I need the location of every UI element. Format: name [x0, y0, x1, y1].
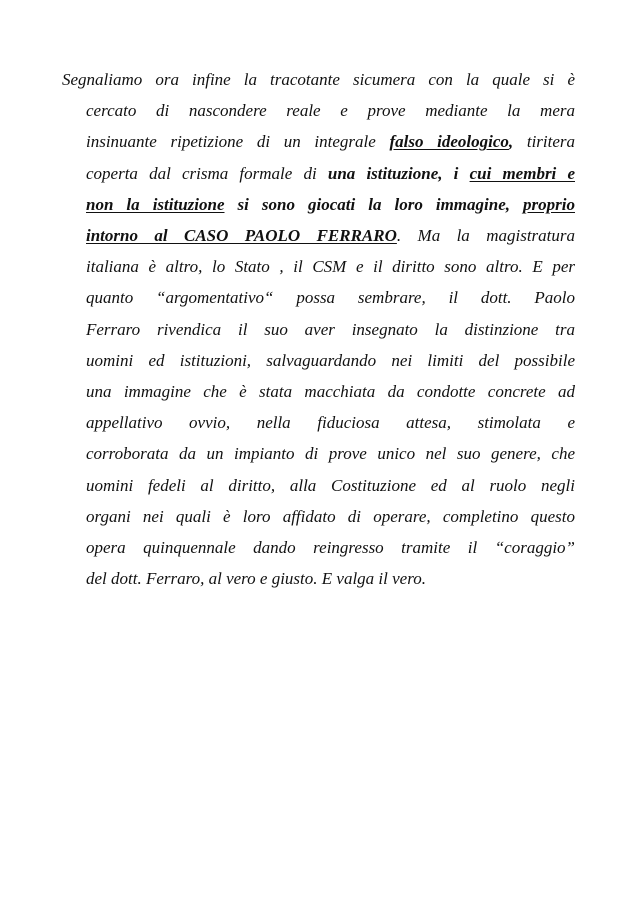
text-run: opera quinquennale dando reingresso tramite il “coraggio”	[86, 538, 575, 557]
text-run: coperta dal crisma formale di	[86, 163, 328, 183]
text-line	[86, 382, 575, 402]
text-run: non la istituzione	[86, 194, 225, 214]
text-line	[86, 132, 575, 152]
text-line	[86, 444, 575, 464]
text-run: italiana è altro, lo Stato , il CSM e il diritto sono altro. E per	[86, 257, 575, 277]
text-run: organi nei quali è loro affidato di operare, completino questo	[86, 506, 575, 526]
text-run: cui membri e	[469, 163, 575, 183]
text-line	[62, 70, 575, 90]
text-line	[86, 538, 575, 558]
text-line	[86, 288, 575, 308]
text-line	[86, 164, 575, 184]
text-run: insinuante ripetizione di un integrale	[86, 132, 390, 152]
text-run: tiritera	[526, 132, 576, 152]
text-run: appellativo ovvio, nella fiduciosa attesa, stimolata e	[86, 413, 575, 433]
text-run: quanto “argomentativo“ possa sembrare, il dott. Paolo	[86, 288, 575, 308]
text-line	[86, 195, 575, 215]
text-run: uomini fedeli al diritto, alla Costituzione ed al ruolo negli	[86, 475, 575, 495]
text-run: Ferraro rivendica il suo aver insegnato la distinzione tra	[86, 319, 575, 339]
text-run: intorno al CASO PAOLO FERRARO	[86, 226, 397, 245]
text-run: si sono giocati la loro immagine,	[224, 194, 524, 214]
text-run: uomini ed istituzioni, salvaguardando nei limiti del possibile	[86, 350, 575, 370]
text-run: cercato di nascondere reale e prove mediante la mera	[86, 101, 575, 121]
text-line	[86, 413, 575, 433]
text-run: falso ideologico	[389, 132, 509, 152]
text-line	[86, 351, 575, 371]
text-line	[86, 476, 575, 496]
text-line	[86, 507, 575, 527]
text-run: una immagine che è stata macchiata da condotte concrete ad	[86, 382, 575, 401]
text-run: proprio	[523, 194, 575, 214]
text-run: Segnaliamo ora infine la tracotante sicumera con la quale si è	[62, 70, 575, 89]
text-run: corroborata da un impianto di prove unico nel suo genere, che	[86, 444, 575, 464]
text-line	[86, 257, 575, 277]
text-run: . Ma la magistratura	[396, 226, 575, 245]
text-line	[86, 101, 575, 121]
text-run: ,	[508, 132, 527, 152]
text-line	[86, 226, 575, 246]
text-line	[86, 569, 575, 589]
text-run: del dott. Ferraro, al vero e giusto. E valga il vero.	[86, 569, 426, 589]
text-line	[86, 320, 575, 340]
text-run: una istituzione, i	[327, 163, 470, 183]
